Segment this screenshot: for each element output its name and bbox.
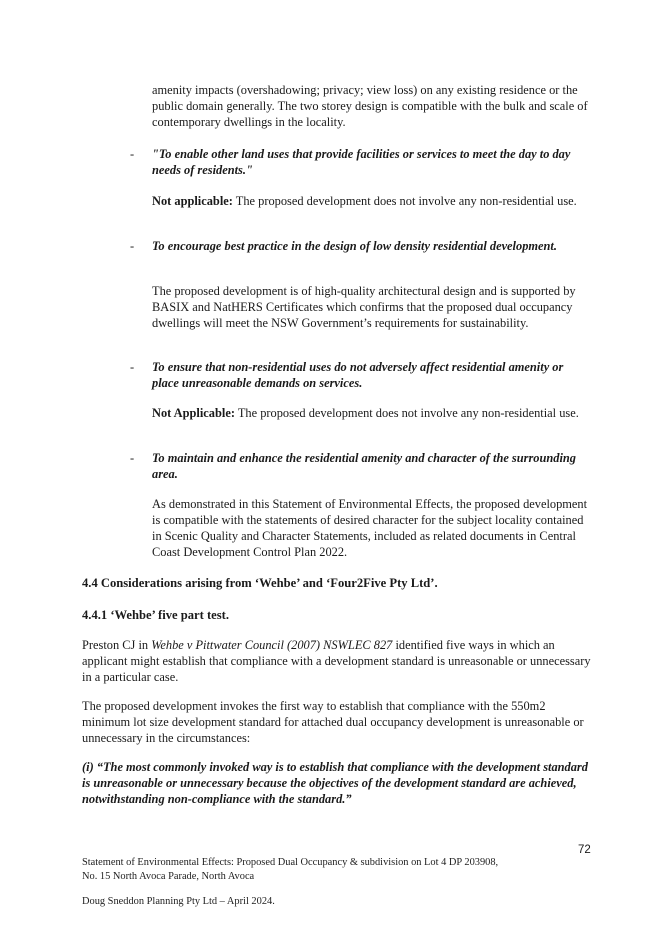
quote-paragraph: (i) “The most commonly invoked way is to establish that compliance with the development standard is unreasonable or unnecessary because the objectives of the development standard are achieved, notwithstanding non-compliance with the standard.” [82,760,588,806]
response-paragraph [152,193,592,209]
bullet-marker: - [130,239,135,253]
response-label: Not applicable: [152,194,233,208]
footer-author: Doug Sneddon Planning Pty Ltd – April 2024. [82,896,275,907]
objective-day-to-day-needs: "To enable other land uses that provide facilities or services to meet the day to day needs of residents." [152,147,571,177]
response-label: Not Applicable: [152,406,235,420]
bullet-marker: - [130,147,135,161]
response-paragraph [152,405,592,421]
bullet-marker: - [130,451,135,465]
response-text: The proposed development does not involve any non-residential use. [232,194,577,208]
invokes-paragraph: The proposed development invokes the first way to establish that compliance with the 550m2 minimum lot size development standard for attached dual occupancy development is unreasonable or unnecessary in the circumstances: [82,699,584,745]
response-paragraph: The proposed development is of high-quality architectural design and is supported by BASIX and NatHERS Certificates which confirms that the proposed dual occupancy dwellings will meet the NSW Government’s requirements for sustainability. [152,284,576,330]
page-number: 72 [578,844,591,856]
footer-document-title: Statement of Environmental Effects: Proposed Dual Occupancy & subdivision on Lot 4 DP 203908, No. 15 North Avoca Parade, North Avoca [82,857,499,882]
objective-residential-amenity: To maintain and enhance the residential amenity and character of the surrounding area. [152,451,576,481]
response-text: The proposed development does not involve any non-residential use. [234,406,579,420]
response-paragraph: As demonstrated in this Statement of Environmental Effects, the proposed development is compatible with the statements of desired character for the subject locality contained in Scenic Quality and Character Statements, included as related documents in Central Coast Development Control Plan 2022. [152,497,588,559]
continuation-paragraph: amenity impacts (overshadowing; privacy; view loss) on any existing residence or the public domain generally. The two storey design is compatible with the bulk and scale of contemporary dwellings in the locality. [152,83,588,129]
para-rest: identified five ways in which an applicant might establish that compliance with a development standard is unreasonable or unnecessary in a particular case. [82,638,591,684]
wehbe-paragraph [82,637,594,685]
section-heading-4-4-1: 4.4.1 ‘Wehbe’ five part test. [82,608,230,622]
para-lead: Preston CJ in [82,638,152,652]
case-citation: Wehbe v Pittwater Council (2007) NSWLEC 827 [151,638,393,652]
objective-non-residential-uses: To ensure that non-residential uses do not adversely affect residential amenity or place unreasonable demands on services. [152,360,564,390]
bullet-marker: - [130,360,135,374]
objective-best-practice: To encourage best practice in the design of low density residential development. [152,239,557,253]
section-heading-4-4: 4.4 Considerations arising from ‘Wehbe’ and ‘Four2Five Pty Ltd’. [82,576,438,590]
